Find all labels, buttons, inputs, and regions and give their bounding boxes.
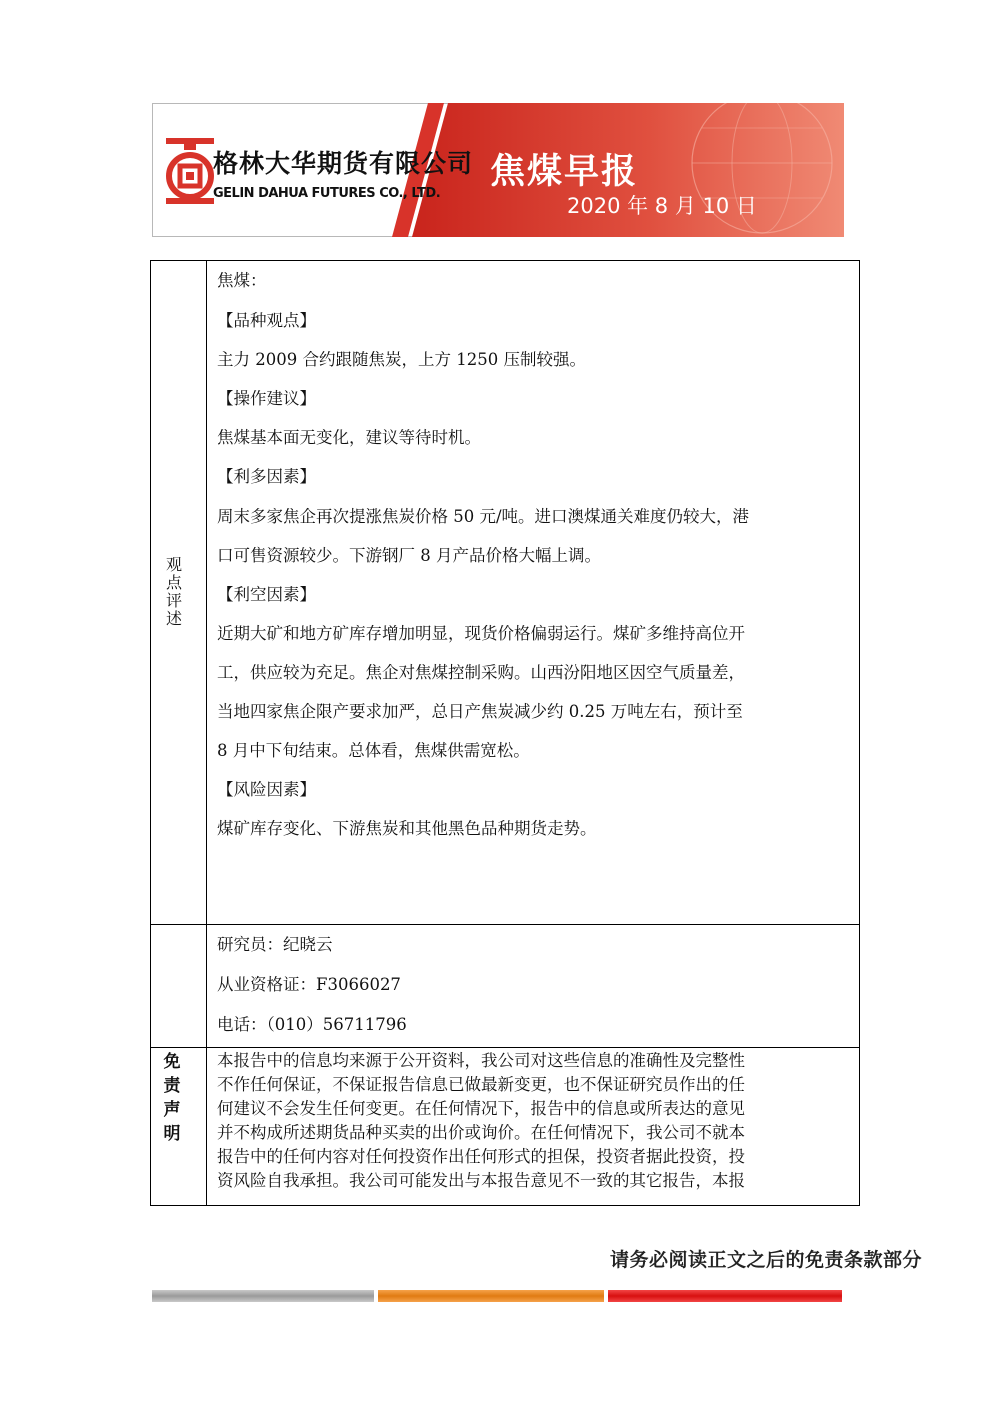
disclaimer-line: 报告中的任何内容对任何投资作出任何形式的担保，投资者据此投资，投: [217, 1147, 745, 1166]
disclaimer-line: 资风险自我承担。我公司可能发出与本报告意见不一致的其它报告，本报: [217, 1171, 745, 1190]
content-heading: 【品种观点】: [217, 311, 316, 330]
disclaimer-line: 并不构成所述期货品种买卖的出价或询价。在任何情况下，我公司不就本: [217, 1123, 745, 1142]
footer-bar-gray: [152, 1290, 374, 1302]
table-column-divider: [206, 260, 207, 1206]
section-label-disclaimer: 免 责 声 明: [163, 1052, 181, 1144]
company-logo-icon: [166, 138, 214, 204]
report-date: 2020 年 8 月 10 日: [567, 194, 757, 218]
content-heading: 【操作建议】: [217, 389, 316, 408]
content-line: 煤矿库存变化、下游焦炭和其他黑色品种期货走势。: [217, 819, 597, 838]
content-line: 焦煤基本面无变化，建议等待时机。: [217, 428, 481, 447]
disclaimer-line: 何建议不会发生任何变更。在任何情况下，报告中的信息或所表达的意见: [217, 1099, 745, 1118]
content-heading: 【风险因素】: [217, 780, 316, 799]
table-row-divider: [150, 924, 860, 925]
footer-bar-orange: [378, 1290, 604, 1302]
disclaimer-text: [217, 1049, 853, 1193]
content-line: 当地四家焦企限产要求加严，总日产焦炭减少约 0.25 万吨左右，预计至: [217, 702, 743, 721]
researcher-name: 研究员：纪晓云: [217, 935, 333, 954]
footer-bar-red: [608, 1290, 842, 1302]
content-line: 主力 2009 合约跟随焦炭，上方 1250 压制较强。: [217, 350, 586, 369]
report-title: 焦煤早报: [490, 152, 639, 192]
footer-disclaimer-note: 请务必阅读正文之后的免责条款部分: [610, 1249, 923, 1271]
content-line: 口可售资源较少。下游钢厂 8 月产品价格大幅上调。: [217, 546, 601, 565]
content-line: 8 月中下旬结束。总体看，焦煤供需宽松。: [217, 741, 530, 760]
content-line: 工，供应较为充足。焦企对焦煤控制采购。山西汾阳地区因空气质量差，: [217, 663, 745, 682]
content-line: 周末多家焦企再次提涨焦炭价格 50 元/吨。进口澳煤通关难度仍较大，港: [217, 507, 750, 526]
researcher-certificate: 从业资格证：F3066027: [217, 975, 401, 994]
content-heading: 【利多因素】: [217, 467, 316, 486]
table-row-divider: [150, 1047, 860, 1048]
content-heading: 【利空因素】: [217, 585, 316, 604]
researcher-phone: 电话：（010）56711796: [217, 1015, 407, 1034]
section-label-viewpoint: 观 点 评 述: [165, 555, 182, 628]
disclaimer-line: 本报告中的信息均来源于公开资料，我公司对这些信息的准确性及完整性: [217, 1051, 745, 1070]
content-line: 焦煤：: [217, 271, 267, 290]
company-name-en: GELIN DAHUA FUTURES CO., LTD.: [213, 186, 441, 201]
disclaimer-line: 不作任何保证，不保证报告信息已做最新变更，也不保证研究员作出的任: [217, 1075, 745, 1094]
company-name-cn: 格林大华期货有限公司: [213, 149, 474, 178]
content-line: 近期大矿和地方矿库存增加明显，现货价格偏弱运行。煤矿多维持高位开: [217, 624, 745, 643]
